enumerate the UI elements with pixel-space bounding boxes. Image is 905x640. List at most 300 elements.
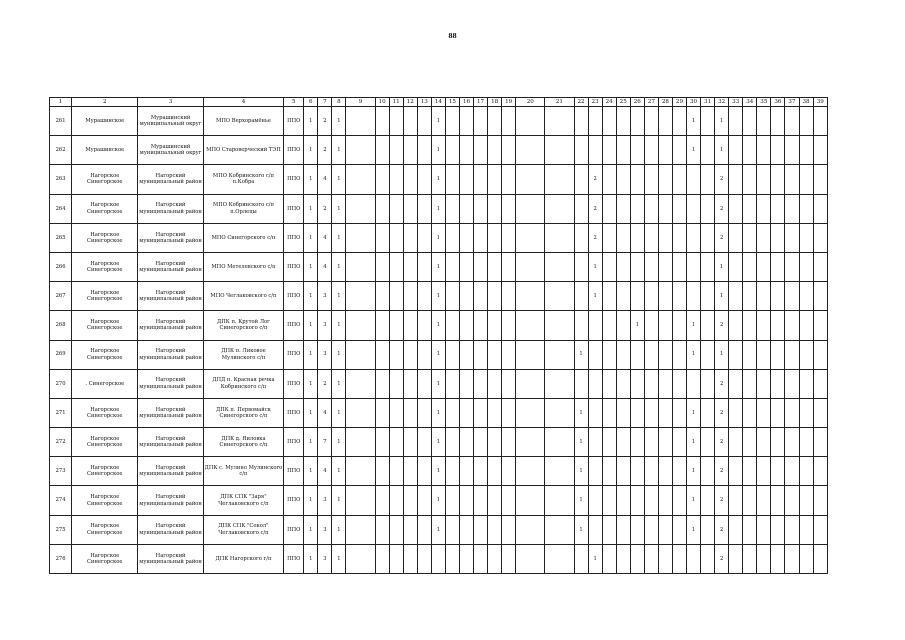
row-number: 274 — [50, 486, 72, 515]
cell-col-21 — [545, 398, 574, 427]
cell-col-10 — [375, 107, 389, 136]
cell-col-39 — [813, 107, 827, 136]
cell-col-15 — [445, 340, 459, 369]
cell-col-20 — [516, 428, 545, 457]
column-header-3: 3 — [138, 98, 203, 107]
cell-col-4: МПО Кобринского с/п п.Орлецы — [203, 194, 283, 223]
cell-col-18 — [488, 515, 502, 544]
cell-col-14: 1 — [431, 486, 445, 515]
cell-col-20 — [516, 311, 545, 340]
cell-col-11 — [389, 136, 403, 165]
cell-col-20 — [516, 223, 545, 252]
cell-col-9 — [346, 311, 375, 340]
cell-col-35 — [757, 136, 771, 165]
table-row — [50, 515, 828, 544]
cell-col-21 — [545, 428, 574, 457]
cell-col-36 — [771, 515, 785, 544]
cell-col-3: Нагорский муниципальный район — [138, 515, 203, 544]
cell-col-39 — [813, 340, 827, 369]
cell-col-35 — [757, 340, 771, 369]
cell-col-32: 1 — [715, 282, 729, 311]
cell-col-3: Нагорский муниципальный район — [138, 282, 203, 311]
cell-col-28 — [658, 136, 672, 165]
row-number: 273 — [50, 457, 72, 486]
column-header-15: 15 — [445, 98, 459, 107]
cell-col-15 — [445, 428, 459, 457]
column-header-38: 38 — [799, 98, 813, 107]
cell-col-6: 1 — [304, 486, 318, 515]
cell-col-34 — [743, 457, 757, 486]
cell-col-9 — [346, 194, 375, 223]
cell-col-17 — [474, 398, 488, 427]
cell-col-9 — [346, 428, 375, 457]
cell-col-17 — [474, 340, 488, 369]
table-row — [50, 282, 828, 311]
cell-col-21 — [545, 457, 574, 486]
column-header-20: 20 — [516, 98, 545, 107]
cell-col-15 — [445, 398, 459, 427]
cell-col-32: 1 — [715, 252, 729, 281]
cell-col-14: 1 — [431, 340, 445, 369]
cell-col-17 — [474, 223, 488, 252]
cell-col-21 — [545, 486, 574, 515]
cell-col-34 — [743, 165, 757, 194]
table-row — [50, 252, 828, 281]
cell-col-27 — [644, 194, 658, 223]
cell-col-16 — [459, 428, 473, 457]
cell-col-18 — [488, 428, 502, 457]
cell-col-16 — [459, 107, 473, 136]
column-header-7: 7 — [318, 98, 332, 107]
cell-col-23 — [588, 428, 602, 457]
cell-col-21 — [545, 223, 574, 252]
cell-col-14: 1 — [431, 252, 445, 281]
cell-col-24 — [602, 165, 616, 194]
cell-col-39 — [813, 515, 827, 544]
cell-col-33 — [729, 194, 743, 223]
cell-col-25 — [616, 311, 630, 340]
cell-col-3: Нагорский муниципальный район — [138, 194, 203, 223]
header-row — [50, 98, 828, 107]
table-row — [50, 223, 828, 252]
cell-col-20 — [516, 282, 545, 311]
column-header-36: 36 — [771, 98, 785, 107]
cell-col-12 — [403, 457, 417, 486]
cell-col-32: 1 — [715, 340, 729, 369]
cell-col-6: 1 — [304, 544, 318, 573]
cell-col-37 — [785, 428, 799, 457]
cell-col-22 — [574, 136, 588, 165]
page-number: 88 — [448, 33, 457, 40]
cell-col-32: 1 — [715, 107, 729, 136]
row-number: 266 — [50, 252, 72, 281]
cell-col-39 — [813, 194, 827, 223]
table-row — [50, 544, 828, 573]
cell-col-18 — [488, 194, 502, 223]
cell-col-30 — [687, 165, 701, 194]
cell-col-7: 4 — [318, 223, 332, 252]
cell-col-11 — [389, 544, 403, 573]
cell-col-32: 2 — [715, 544, 729, 573]
cell-col-31 — [701, 223, 715, 252]
cell-col-23: 2 — [588, 165, 602, 194]
column-header-30: 30 — [687, 98, 701, 107]
cell-col-12 — [403, 194, 417, 223]
cell-col-26 — [630, 457, 644, 486]
cell-col-5: ППО — [284, 194, 304, 223]
cell-col-6: 1 — [304, 194, 318, 223]
cell-col-22 — [574, 223, 588, 252]
cell-col-13 — [417, 311, 431, 340]
column-header-1: 1 — [50, 98, 72, 107]
cell-col-6: 1 — [304, 369, 318, 398]
cell-col-25 — [616, 340, 630, 369]
cell-col-3: Нагорский муниципальный район — [138, 398, 203, 427]
cell-col-21 — [545, 311, 574, 340]
cell-col-35 — [757, 515, 771, 544]
cell-col-30 — [687, 223, 701, 252]
cell-col-22 — [574, 107, 588, 136]
cell-col-20 — [516, 340, 545, 369]
cell-col-30: 1 — [687, 311, 701, 340]
cell-col-2: Нагорское Синегорское — [72, 340, 138, 369]
cell-col-27 — [644, 515, 658, 544]
column-header-22: 22 — [574, 98, 588, 107]
cell-col-4: МПО Староверческий ТЭП — [203, 136, 283, 165]
cell-col-30: 1 — [687, 457, 701, 486]
cell-col-5: ППО — [284, 136, 304, 165]
cell-col-24 — [602, 369, 616, 398]
cell-col-22 — [574, 194, 588, 223]
cell-col-4: МПО Кобринского с/п п.Кобра — [203, 165, 283, 194]
cell-col-13 — [417, 544, 431, 573]
cell-col-28 — [658, 428, 672, 457]
cell-col-13 — [417, 457, 431, 486]
cell-col-7: 3 — [318, 486, 332, 515]
cell-col-24 — [602, 398, 616, 427]
cell-col-39 — [813, 398, 827, 427]
cell-col-34 — [743, 223, 757, 252]
cell-col-6: 1 — [304, 282, 318, 311]
cell-col-8: 1 — [332, 398, 346, 427]
column-header-32: 32 — [715, 98, 729, 107]
cell-col-9 — [346, 486, 375, 515]
cell-col-7: 3 — [318, 340, 332, 369]
cell-col-12 — [403, 107, 417, 136]
cell-col-12 — [403, 369, 417, 398]
cell-col-5: ППО — [284, 223, 304, 252]
cell-col-28 — [658, 457, 672, 486]
cell-col-11 — [389, 428, 403, 457]
cell-col-34 — [743, 340, 757, 369]
cell-col-33 — [729, 398, 743, 427]
row-number: 262 — [50, 136, 72, 165]
cell-col-25 — [616, 282, 630, 311]
cell-col-29 — [672, 544, 686, 573]
cell-col-11 — [389, 165, 403, 194]
cell-col-36 — [771, 165, 785, 194]
cell-col-33 — [729, 223, 743, 252]
cell-col-5: ППО — [284, 282, 304, 311]
cell-col-9 — [346, 107, 375, 136]
cell-col-35 — [757, 457, 771, 486]
cell-col-16 — [459, 165, 473, 194]
cell-col-26 — [630, 369, 644, 398]
cell-col-23 — [588, 369, 602, 398]
cell-col-39 — [813, 311, 827, 340]
cell-col-26 — [630, 544, 644, 573]
cell-col-28 — [658, 194, 672, 223]
cell-col-18 — [488, 223, 502, 252]
cell-col-19 — [502, 369, 516, 398]
cell-col-27 — [644, 223, 658, 252]
cell-col-20 — [516, 398, 545, 427]
cell-col-8: 1 — [332, 107, 346, 136]
cell-col-8: 1 — [332, 194, 346, 223]
row-number: 261 — [50, 107, 72, 136]
cell-col-36 — [771, 223, 785, 252]
cell-col-10 — [375, 252, 389, 281]
cell-col-11 — [389, 369, 403, 398]
cell-col-8: 1 — [332, 340, 346, 369]
cell-col-16 — [459, 311, 473, 340]
cell-col-23 — [588, 398, 602, 427]
cell-col-17 — [474, 107, 488, 136]
cell-col-9 — [346, 398, 375, 427]
cell-col-15 — [445, 252, 459, 281]
cell-col-38 — [799, 282, 813, 311]
cell-col-3: Нагорский муниципальный район — [138, 165, 203, 194]
cell-col-22 — [574, 282, 588, 311]
cell-col-21 — [545, 544, 574, 573]
cell-col-34 — [743, 486, 757, 515]
cell-col-22: 1 — [574, 340, 588, 369]
cell-col-35 — [757, 107, 771, 136]
cell-col-20 — [516, 107, 545, 136]
cell-col-30 — [687, 194, 701, 223]
cell-col-3: Нагорский муниципальный район — [138, 223, 203, 252]
cell-col-16 — [459, 136, 473, 165]
cell-col-39 — [813, 165, 827, 194]
cell-col-23 — [588, 311, 602, 340]
cell-col-28 — [658, 544, 672, 573]
cell-col-39 — [813, 457, 827, 486]
cell-col-9 — [346, 369, 375, 398]
cell-col-23: 2 — [588, 223, 602, 252]
cell-col-29 — [672, 515, 686, 544]
cell-col-19 — [502, 457, 516, 486]
cell-col-15 — [445, 515, 459, 544]
column-header-34: 34 — [743, 98, 757, 107]
cell-col-12 — [403, 165, 417, 194]
cell-col-25 — [616, 107, 630, 136]
cell-col-38 — [799, 223, 813, 252]
cell-col-33 — [729, 252, 743, 281]
cell-col-13 — [417, 223, 431, 252]
cell-col-15 — [445, 369, 459, 398]
cell-col-6: 1 — [304, 223, 318, 252]
cell-col-28 — [658, 515, 672, 544]
cell-col-12 — [403, 252, 417, 281]
cell-col-27 — [644, 428, 658, 457]
column-header-19: 19 — [502, 98, 516, 107]
column-header-10: 10 — [375, 98, 389, 107]
table-row — [50, 398, 828, 427]
cell-col-31 — [701, 428, 715, 457]
cell-col-34 — [743, 515, 757, 544]
cell-col-36 — [771, 486, 785, 515]
cell-col-26 — [630, 282, 644, 311]
cell-col-6: 1 — [304, 311, 318, 340]
cell-col-36 — [771, 457, 785, 486]
cell-col-37 — [785, 486, 799, 515]
cell-col-37 — [785, 515, 799, 544]
cell-col-5: ППО — [284, 252, 304, 281]
cell-col-4: ДПК СПК "Сокол" Чеглаковского с/п — [203, 515, 283, 544]
cell-col-38 — [799, 136, 813, 165]
cell-col-27 — [644, 398, 658, 427]
cell-col-37 — [785, 544, 799, 573]
cell-col-12 — [403, 282, 417, 311]
cell-col-28 — [658, 107, 672, 136]
cell-col-39 — [813, 369, 827, 398]
cell-col-19 — [502, 223, 516, 252]
cell-col-25 — [616, 428, 630, 457]
cell-col-33 — [729, 369, 743, 398]
cell-col-34 — [743, 194, 757, 223]
cell-col-24 — [602, 136, 616, 165]
cell-col-19 — [502, 311, 516, 340]
cell-col-26 — [630, 340, 644, 369]
cell-col-3: Мурашинский муниципальный округ — [138, 107, 203, 136]
cell-col-34 — [743, 398, 757, 427]
cell-col-26 — [630, 223, 644, 252]
column-header-25: 25 — [616, 98, 630, 107]
cell-col-30: 1 — [687, 107, 701, 136]
cell-col-35 — [757, 282, 771, 311]
cell-col-37 — [785, 107, 799, 136]
cell-col-14: 1 — [431, 194, 445, 223]
cell-col-19 — [502, 340, 516, 369]
cell-col-31 — [701, 369, 715, 398]
cell-col-30: 1 — [687, 515, 701, 544]
cell-col-20 — [516, 544, 545, 573]
cell-col-27 — [644, 369, 658, 398]
cell-col-36 — [771, 252, 785, 281]
cell-col-12 — [403, 515, 417, 544]
cell-col-27 — [644, 252, 658, 281]
cell-col-21 — [545, 136, 574, 165]
cell-col-38 — [799, 340, 813, 369]
cell-col-5: ППО — [284, 369, 304, 398]
cell-col-36 — [771, 544, 785, 573]
cell-col-14: 1 — [431, 369, 445, 398]
cell-col-22: 1 — [574, 457, 588, 486]
cell-col-20 — [516, 165, 545, 194]
cell-col-26 — [630, 107, 644, 136]
cell-col-37 — [785, 311, 799, 340]
cell-col-12 — [403, 544, 417, 573]
cell-col-38 — [799, 486, 813, 515]
cell-col-35 — [757, 223, 771, 252]
cell-col-25 — [616, 194, 630, 223]
cell-col-13 — [417, 282, 431, 311]
row-number: 272 — [50, 428, 72, 457]
cell-col-38 — [799, 252, 813, 281]
cell-col-37 — [785, 136, 799, 165]
cell-col-38 — [799, 311, 813, 340]
cell-col-21 — [545, 252, 574, 281]
cell-col-19 — [502, 107, 516, 136]
cell-col-24 — [602, 544, 616, 573]
cell-col-26 — [630, 486, 644, 515]
table-row — [50, 369, 828, 398]
cell-col-4: ДПК Нагорского г/п — [203, 544, 283, 573]
cell-col-38 — [799, 398, 813, 427]
cell-col-18 — [488, 544, 502, 573]
cell-col-7: 7 — [318, 428, 332, 457]
column-header-14: 14 — [431, 98, 445, 107]
cell-col-19 — [502, 428, 516, 457]
cell-col-36 — [771, 428, 785, 457]
cell-col-36 — [771, 107, 785, 136]
cell-col-27 — [644, 311, 658, 340]
cell-col-7: 3 — [318, 282, 332, 311]
column-header-37: 37 — [785, 98, 799, 107]
cell-col-26 — [630, 136, 644, 165]
cell-col-4: МПО Метелевского с/п — [203, 252, 283, 281]
cell-col-15 — [445, 544, 459, 573]
cell-col-8: 1 — [332, 457, 346, 486]
cell-col-37 — [785, 369, 799, 398]
cell-col-11 — [389, 282, 403, 311]
cell-col-8: 1 — [332, 369, 346, 398]
cell-col-10 — [375, 544, 389, 573]
cell-col-3: Мурашинский муниципальный округ — [138, 136, 203, 165]
cell-col-24 — [602, 223, 616, 252]
cell-col-31 — [701, 282, 715, 311]
cell-col-33 — [729, 544, 743, 573]
cell-col-28 — [658, 398, 672, 427]
data-table — [49, 97, 828, 574]
cell-col-24 — [602, 107, 616, 136]
cell-col-28 — [658, 223, 672, 252]
cell-col-25 — [616, 252, 630, 281]
cell-col-16 — [459, 486, 473, 515]
cell-col-37 — [785, 457, 799, 486]
cell-col-13 — [417, 136, 431, 165]
cell-col-16 — [459, 340, 473, 369]
cell-col-24 — [602, 194, 616, 223]
cell-col-21 — [545, 282, 574, 311]
cell-col-33 — [729, 282, 743, 311]
cell-col-37 — [785, 340, 799, 369]
cell-col-21 — [545, 340, 574, 369]
cell-col-22: 1 — [574, 486, 588, 515]
table-row — [50, 428, 828, 457]
cell-col-29 — [672, 136, 686, 165]
cell-col-2: Мурашинское — [72, 136, 138, 165]
cell-col-14: 1 — [431, 282, 445, 311]
table-row — [50, 194, 828, 223]
cell-col-35 — [757, 428, 771, 457]
cell-col-38 — [799, 457, 813, 486]
column-header-35: 35 — [757, 98, 771, 107]
cell-col-6: 1 — [304, 136, 318, 165]
cell-col-14: 1 — [431, 311, 445, 340]
cell-col-17 — [474, 515, 488, 544]
cell-col-31 — [701, 165, 715, 194]
